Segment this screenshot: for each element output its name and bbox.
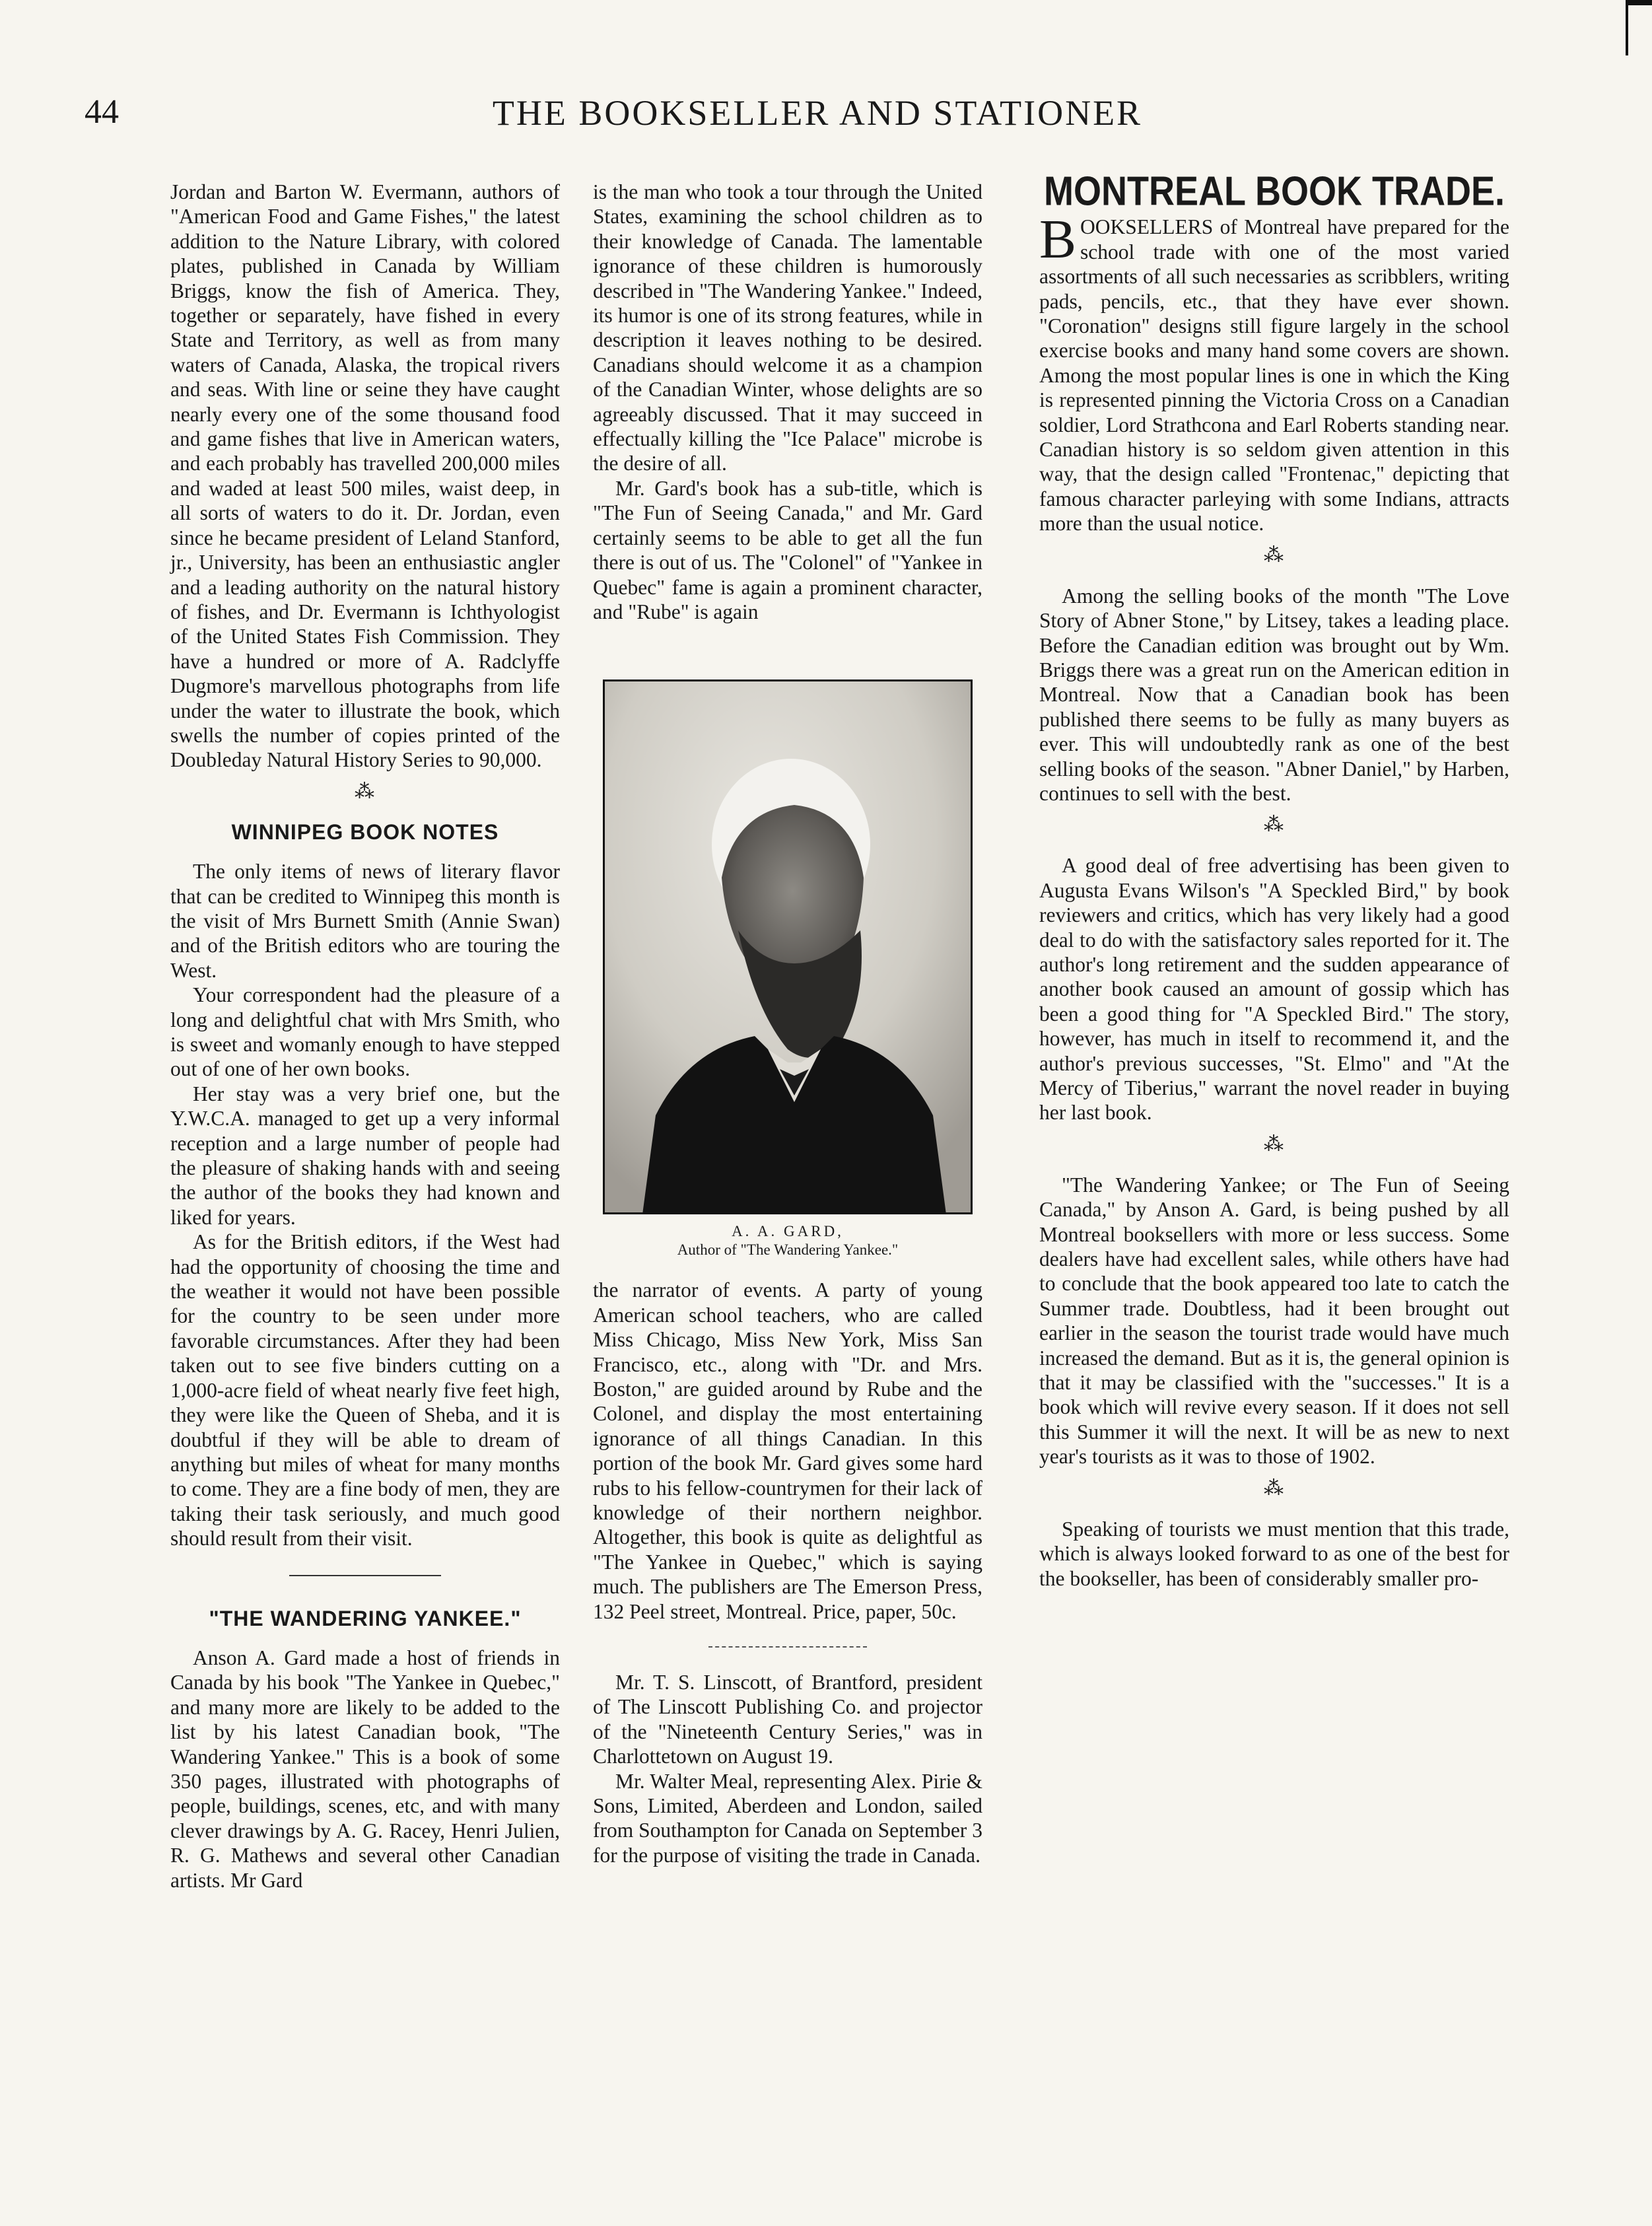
drop-cap: B — [1039, 209, 1077, 271]
wandering-yankee-heading: "THE WANDERING YANKEE." — [209, 1606, 522, 1630]
yankee-continuation: is the man who took a tour through the United States, examining the school children as to their knowledge of Canada. The lamentable ignorance of these children is humorously described in "The Wandering Yankee." Indeed, its humor is one of its strong features, while in description it leaves nothing to be desired. Canadians should welcome it as a champion of the Canadian Winter, whose delights are so agreeably discussed. That it may succeed in effectually killing the "Ice Palace" microbe is the desire of all. — [593, 180, 982, 475]
section-separator: ⁂ — [1264, 543, 1285, 566]
yankee-paragraph: the narrator of events. A party of young American school teachers, who are called Miss Chicago, Miss New York, Miss San Francisco, etc., along with "Dr. and Mrs. Boston," are guided around by Rube and the Colonel, and display the most entertaining ignorance of all things Canadian. In this portion of the book Mr. Gard gives some hard rubs to his fellow-countrymen for their lack of knowledge of their northern neighbor. Altogether, this book is quite as delightful as "The Yankee in Quebec," which is saying much. The publishers are The Emerson Press, 132 Peel street, Montreal. Price, paper, 50c. — [593, 1278, 982, 1623]
news-item: Mr. T. S. Linscott, of Brantford, president of The Linscott Publishing Co. and projector of the "Nineteenth Century Series," was in Charlottetown on August 19. — [593, 1671, 982, 1768]
winnipeg-paragraph: The only items of news of literary flavor that can be credited to Winnipeg this month is the visit of Mrs Burnett Smith (Annie Swan) and of the British editors who are touring the West. — [170, 860, 560, 982]
portrait-caption — [593, 1222, 982, 1259]
montreal-paragraph-text: OOKSELLERS of Montreal have prepared for the school trade with one of the most varied assortments of all such necessaries as scribblers, writing pads, pencils, etc., that they have ever shown. "Coronation" designs still figure largely in the school exercise books and many hand some covers are shown. Among the most popular lines is one in which the King is represented pinning the Victoria Cross on a Canadian soldier, Lord Strathcona and Earl Roberts standing near. Canadian history is so seldom given attention in this way, that the design called "Frontenac," depicting that famous character parleying with some Indians, attracts more than the usual notice. — [1039, 215, 1509, 536]
winnipeg-heading: WINNIPEG BOOK NOTES — [231, 819, 499, 844]
montreal-paragraph: Speaking of tourists we must mention that this trade, which is always looked forward to as one of the best for the bookseller, has been of considerably smaller pro- — [1039, 1517, 1509, 1590]
column-middle — [593, 180, 982, 1867]
running-title: THE BOOKSELLER AND STATIONER — [492, 93, 1143, 133]
section-rule — [708, 1646, 867, 1648]
column-left — [170, 180, 560, 1893]
news-item: Mr. Walter Meal, representing Alex. Pirie & Sons, Limited, Aberdeen and London, sailed from Southampton for Canada on September 3 for the purpose of visiting the trade in Canada. — [593, 1769, 982, 1867]
montreal-paragraph: "The Wandering Yankee; or The Fun of Seeing Canada," by Anson A. Gard, is being pushed by all Montreal booksellers with more or less success. Some dealers have had excellent sales, while others have had to conclude that the book appeared too late to catch the Summer trade. Doubtless, had it been brought out earlier in the season the tourist trade would have much increased the demand. But as it is, the general opinion is that it may be classified with the "successes." It is a book which will revive every season. If it does not sell this Summer it will the next. It will be as new to next year's tourists as it was to those of 1902. — [1039, 1173, 1509, 1469]
article-continuation: Jordan and Barton W. Evermann, authors of "American Food and Game Fishes," the latest addition to the Nature Library, with colored plates, published in Canada by William Briggs, know the fish of America. They, together or separately, have fished in every State and Territory, as well as from many waters of Canada, Alaska, the tropical rivers and seas. With line or seine they have caught nearly every one of the some thousand food and game fishes that live in American waters, and each probably has travelled 200,000 miles and waded at least 500 miles, waist deep, in all sorts of waters to do it. Dr. Jordan, even since he became president of Leland Stanford, jr., University, has been an enthusiastic angler and a leading authority on the natural history of fishes, and Dr. Evermann is Ichthyologist of the United States Fish Commission. They have a hundred or more of A. Radclyffe Dugmore's marvellous photographs from life under the water to illustrate the book, which swells the number of copies printed of the Doubleday Natural History Series to 90,000. — [170, 180, 560, 772]
montreal-paragraph — [1039, 209, 1509, 536]
column-right — [1039, 168, 1509, 1591]
portrait-photo — [603, 679, 973, 1214]
section-separator: ⁂ — [1264, 1132, 1285, 1155]
section-separator: ⁂ — [355, 780, 376, 802]
page-number: 44 — [85, 93, 119, 131]
corner-rule — [1626, 0, 1652, 55]
section-rule — [289, 1575, 441, 1576]
caption-subtitle: Author of "The Wandering Yankee." — [677, 1241, 899, 1259]
section-separator: ⁂ — [1264, 1477, 1285, 1499]
page-header — [85, 92, 1550, 145]
yankee-paragraph: Mr. Gard's book has a sub-title, which is "The Fun of Seeing Canada," and Mr. Gard certainly seems to be able to get all the fun there is out of us. The "Colonel" of "Yankee in Quebec" fame is again a prominent character, and "Rube" is again — [593, 476, 982, 623]
winnipeg-paragraph: Your correspondent had the pleasure of a long and delightful chat with Mrs Smith, who is sweet and womanly enough to have stepped out of one of her own books. — [170, 983, 560, 1081]
yankee-paragraph: Anson A. Gard made a host of friends in Canada by his book "The Yankee in Quebec," and many more are likely to be added to the list by his latest Canadian book, "The Wandering Yankee." This is a book of some 350 pages, illustrated with photographs of people, buildings, scenes, etc, and with many clever drawings by A. G. Racey, Henri Julien, R. G. Mathews and several other Canadian artists. Mr Gard — [170, 1646, 560, 1892]
montreal-paragraph: Among the selling books of the month "The Love Story of Abner Stone," by Litsey, takes a leading place. Before the Canadian edition was brought out by Wm. Briggs there was a great run on the American edition in Montreal. Now that a Canadian book has been published there seems to be fully as many buyers as ever. This will undoubtedly rank as one of the best selling books of the season. "Abner Daniel," by Harben, continues to sell with the best. — [1039, 584, 1509, 805]
winnipeg-paragraph: Her stay was a very brief one, but the Y.W.C.A. managed to get up a very informal reception and a large number of people had the pleasure of shaking hands with and seeing the author of the books they had known and liked for years. — [170, 1082, 560, 1229]
montreal-paragraph: A good deal of free advertising has been given to Augusta Evans Wilson's "A Speckled Bird," by book reviewers and critics, which has very likely had a good deal to do with the satisfactory sales reported for it. The author's long retirement and the sudden appearance of another book caused an amount of gossip which has been a good thing for "A Speckled Bird." The story, however, has much in itself to recommend it, and the author's previous successes, "St. Elmo" and "At the Mercy of Tiberius," warrant the novel reader in buying her last book. — [1039, 854, 1509, 1125]
caption-name: A. A. GARD, — [732, 1223, 844, 1240]
section-separator: ⁂ — [1264, 814, 1285, 836]
montreal-heading: MONTREAL BOOK TRADE. — [1044, 168, 1505, 215]
winnipeg-paragraph: As for the British editors, if the West had had the opportunity of choosing the time and the weather it would not have been possible for the country to be seen under more favorable circumstances. After they had been taken out to see five binders cutting on a 1,000-acre field of wheat nearly five feet high, they were like the Queen of Sheba, and it is doubtful if they will be able to dream of anything but miles of wheat for many months to come. They are a fine body of men, they are taking their task seriously, and much good should result from their visit. — [170, 1230, 560, 1550]
